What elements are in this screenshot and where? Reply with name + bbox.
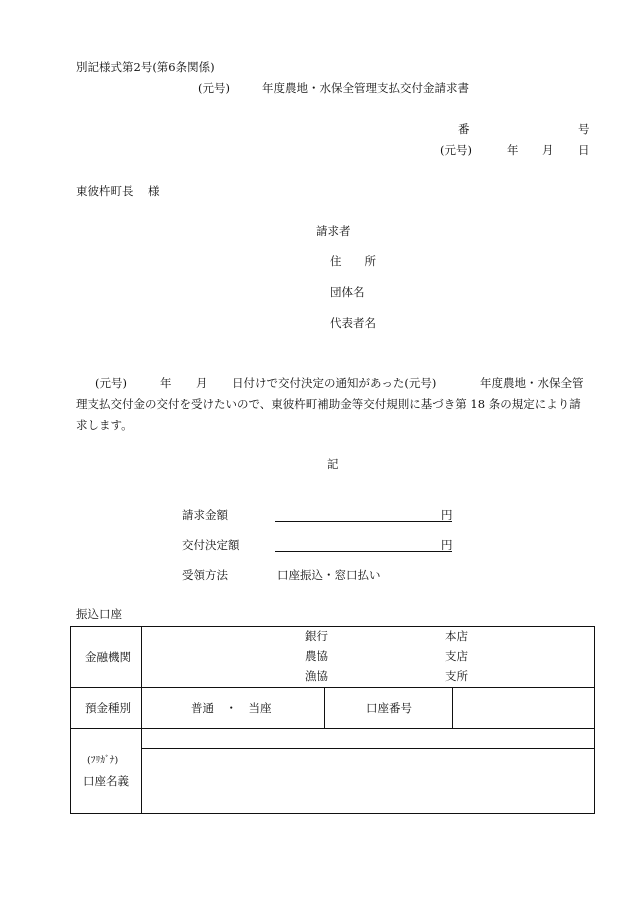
institution-label: 金融機関 <box>85 650 131 664</box>
request-amount-line <box>275 521 452 522</box>
account-name-label: 口座名義 <box>83 774 129 788</box>
branch-type-branch: 支店 <box>445 649 468 663</box>
requester-representative-label: 代表者名 <box>330 316 376 330</box>
table-col-divider <box>141 627 142 813</box>
body-line3: 求します。 <box>76 418 133 432</box>
decision-amount-line <box>275 551 452 552</box>
date-year: 年 <box>507 143 519 157</box>
table-col-divider <box>452 687 453 728</box>
date-day: 日 <box>578 143 590 157</box>
requester-heading: 請求者 <box>316 224 351 238</box>
doc-number-suffix: 号 <box>578 122 590 136</box>
ki-heading: 記 <box>327 457 339 471</box>
request-amount-unit: 円 <box>441 508 453 522</box>
inst-type-fish-coop: 漁協 <box>305 669 328 683</box>
body-line1-tail: 年度農地・水保全管 <box>480 376 584 390</box>
table-row-divider <box>71 687 594 688</box>
deposit-type-options: 普通 ・ 当座 <box>191 701 272 715</box>
addressee-honorific: 様 <box>148 184 160 198</box>
decision-amount-unit: 円 <box>441 538 453 552</box>
account-number-label: 口座番号 <box>366 701 412 715</box>
body-month: 月 <box>196 376 208 390</box>
decision-amount-label: 交付決定額 <box>182 538 240 552</box>
table-row-divider <box>71 728 594 729</box>
body-era: (元号) <box>95 376 127 390</box>
furigana-label: (ﾌﾘｶﾞﾅ) <box>87 755 119 766</box>
branch-type-office: 支所 <box>445 669 468 683</box>
body-line2: 理支払交付金の交付を受けたいので、東彼杵町補助金等交付規則に基づき第 18 条の規定により請 <box>76 397 581 411</box>
requester-group-label: 団体名 <box>330 285 365 299</box>
form-number: 別記様式第2号(第6条関係) <box>76 60 215 74</box>
request-amount-label: 請求金額 <box>182 508 228 522</box>
account-section-title: 振込口座 <box>76 607 122 621</box>
table-col-divider <box>324 687 325 728</box>
deposit-type-label: 預金種別 <box>85 701 131 715</box>
receipt-method-value: 口座振込・窓口払い <box>277 568 381 582</box>
title-era: (元号) <box>198 81 230 95</box>
body-year: 年 <box>160 376 172 390</box>
requester-address-label: 住 所 <box>330 254 376 268</box>
table-row-divider <box>141 748 594 749</box>
inst-type-agri-coop: 農協 <box>305 649 328 663</box>
branch-type-main: 本店 <box>445 629 468 643</box>
doc-number-label: 番 <box>458 122 470 136</box>
date-month: 月 <box>542 143 554 157</box>
addressee-name: 東彼杵町長 <box>76 184 134 198</box>
inst-type-bank: 銀行 <box>305 629 328 643</box>
date-era: (元号) <box>440 143 472 157</box>
account-table <box>70 626 595 814</box>
receipt-method-label: 受領方法 <box>182 568 228 582</box>
document-title: 年度農地・水保全管理支払交付金請求書 <box>262 81 469 95</box>
body-line1-text: 日付けで交付決定の通知があった(元号) <box>232 376 437 390</box>
